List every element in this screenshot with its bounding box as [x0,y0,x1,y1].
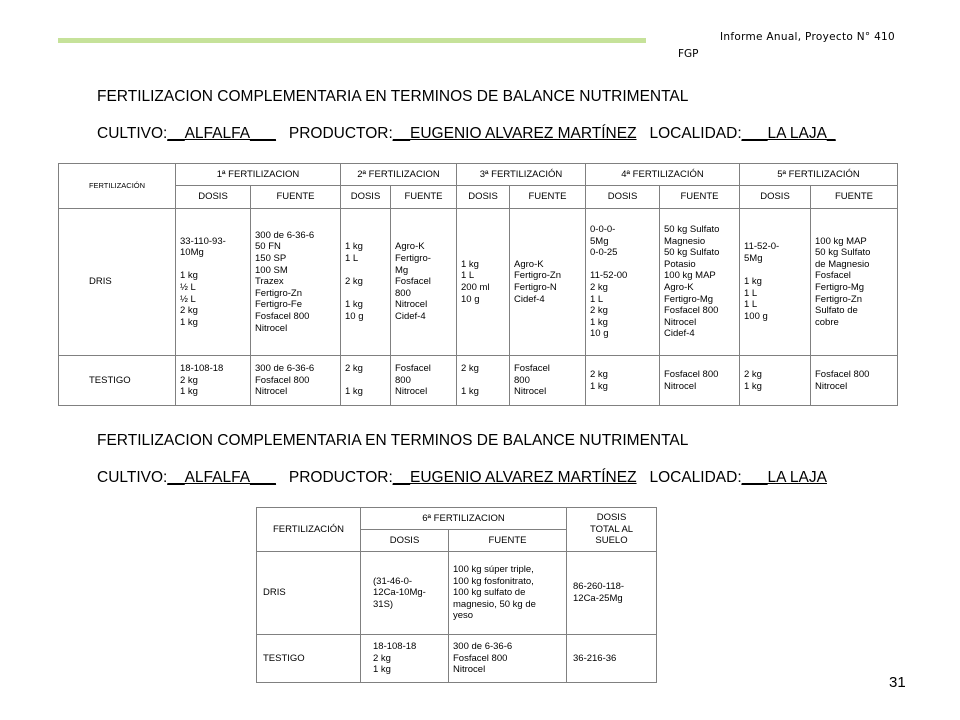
table1-subheader: FUENTE [251,186,341,209]
table-cell: 2 kg 1 kg [457,356,510,406]
table-cell: 100 kg MAP 50 kg Sulfato de Magnesio Fosfacel Fertigro-Mg Fertigro-Zn Sulfato de cobre [811,209,898,356]
table-cell: Fosfacel 800 Nitrocel [510,356,586,406]
cultivo-value: __ALFALFA___ [167,125,276,142]
table-cell: 18-108-18 2 kg 1 kg [361,635,449,683]
localidad-label: LOCALIDAD: [649,125,742,142]
table-cell: 0-0-0- 5Mg 0-0-25 11-52-00 2 kg 1 L 2 kg 1 kg 10 g [586,209,660,356]
table1-corner: FERTILIZACIÓN [59,164,176,209]
report-header: Informe Anual, Proyecto N° 410 [720,31,896,43]
table-cell: 11-52-0- 5Mg 1 kg 1 L 1 L 100 g [740,209,811,356]
table-row [257,635,657,683]
table2-subheader: DOSIS [361,530,449,552]
table-row [257,552,657,635]
table1-subheader: FUENTE [391,186,457,209]
section2-crop-line [97,469,827,487]
header-rule [58,38,646,43]
table2-group: 6ª FERTILIZACION [361,508,567,530]
table-cell: (31-46-0- 12Ca-10Mg- 31S) [361,552,449,635]
table1-subheader: DOSIS [457,186,510,209]
table-cell: 18-108-18 2 kg 1 kg [176,356,251,406]
table2-total-header: DOSIS TOTAL AL SUELO [567,508,657,552]
table2-subheader: FUENTE [449,530,567,552]
table-cell: 100 kg súper triple, 100 kg fosfonitrato, 100 kg sulfato de magnesio, 50 kg de yeso [449,552,567,635]
section1-title: FERTILIZACION COMPLEMENTARIA EN TERMINOS DE BALANCE NUTRIMENTAL [97,88,689,105]
table-cell: 300 de 6-36-6 50 FN 150 SP 100 SM Trazex Fertigro-Zn Fertigro-Fe Fosfacel 800 Nitrocel [251,209,341,356]
localidad-label: LOCALIDAD: [649,469,742,486]
table-cell: 33-110-93- 10Mg 1 kg ½ L ½ L 2 kg 1 kg [176,209,251,356]
table-cell: 300 de 6-36-6 Fosfacel 800 Nitrocel [251,356,341,406]
table1-subheader: FUENTE [660,186,740,209]
fertilization-table-2 [256,507,657,683]
table-cell: 50 kg Sulfato Magnesio 50 kg Sulfato Potasio 100 kg MAP Agro-K Fertigro-Mg Fosfacel 800 Nitrocel Cidef-4 [660,209,740,356]
table-cell: Fosfacel 800 Nitrocel [811,356,898,406]
table1-subheader: DOSIS [341,186,391,209]
table-cell: Fosfacel 800 Nitrocel [391,356,457,406]
table1-group-4: 4ª FERTILIZACIÓN [586,164,740,186]
section2-title: FERTILIZACION COMPLEMENTARIA EN TERMINOS DE BALANCE NUTRIMENTAL [97,432,689,449]
productor-label: PRODUCTOR: [288,469,393,486]
table-row [59,209,898,356]
table-cell: 2 kg 1 kg [341,356,391,406]
table1-group-5: 5ª FERTILIZACIÓN [740,164,898,186]
table1-group-2: 2ª FERTILIZACION [341,164,457,186]
row-label-dris: DRIS [59,209,176,356]
row-label-testigo: TESTIGO [257,635,361,683]
table-cell: 300 de 6-36-6 Fosfacel 800 Nitrocel [449,635,567,683]
cultivo-value: __ALFALFA___ [167,469,276,486]
table-cell: 36-216-36 [567,635,657,683]
table-cell: 2 kg 1 kg [740,356,811,406]
productor-value: __EUGENIO ALVAREZ MARTÍNEZ [392,469,637,486]
localidad-value: ___LA LAJA [741,469,827,486]
productor-value: __EUGENIO ALVAREZ MARTÍNEZ [392,125,637,142]
section1-crop-line [97,125,836,143]
table1-group-1: 1ª FERTILIZACION [176,164,341,186]
report-header-org: FGP [678,48,699,60]
table-cell: Agro-K Fertigro- Mg Fosfacel 800 Nitrocel Cidef-4 [391,209,457,356]
table-cell: 1 kg 1 L 200 ml 10 g [457,209,510,356]
cultivo-label: CULTIVO: [97,469,168,486]
localidad-value: ___LA LAJA_ [741,125,836,142]
table1-subheader: DOSIS [586,186,660,209]
page-number: 31 [889,674,906,691]
table2-corner: FERTILIZACIÓN [257,508,361,552]
table-cell: 86-260-118- 12Ca-25Mg [567,552,657,635]
table1-subheader: FUENTE [811,186,898,209]
table1-subheader: FUENTE [510,186,586,209]
table1-subheader: DOSIS [176,186,251,209]
fertilization-table-1 [58,163,898,406]
row-label-dris: DRIS [257,552,361,635]
cultivo-label: CULTIVO: [97,125,168,142]
row-label-testigo: TESTIGO [59,356,176,406]
table-cell: 1 kg 1 L 2 kg 1 kg 10 g [341,209,391,356]
table1-group-3: 3ª FERTILIZACIÓN [457,164,586,186]
table-row [59,356,898,406]
table-cell: Fosfacel 800 Nitrocel [660,356,740,406]
table-cell: 2 kg 1 kg [586,356,660,406]
table1-subheader: DOSIS [740,186,811,209]
table-cell: Agro-K Fertigro-Zn Fertigro-N Cidef-4 [510,209,586,356]
productor-label: PRODUCTOR: [288,125,393,142]
